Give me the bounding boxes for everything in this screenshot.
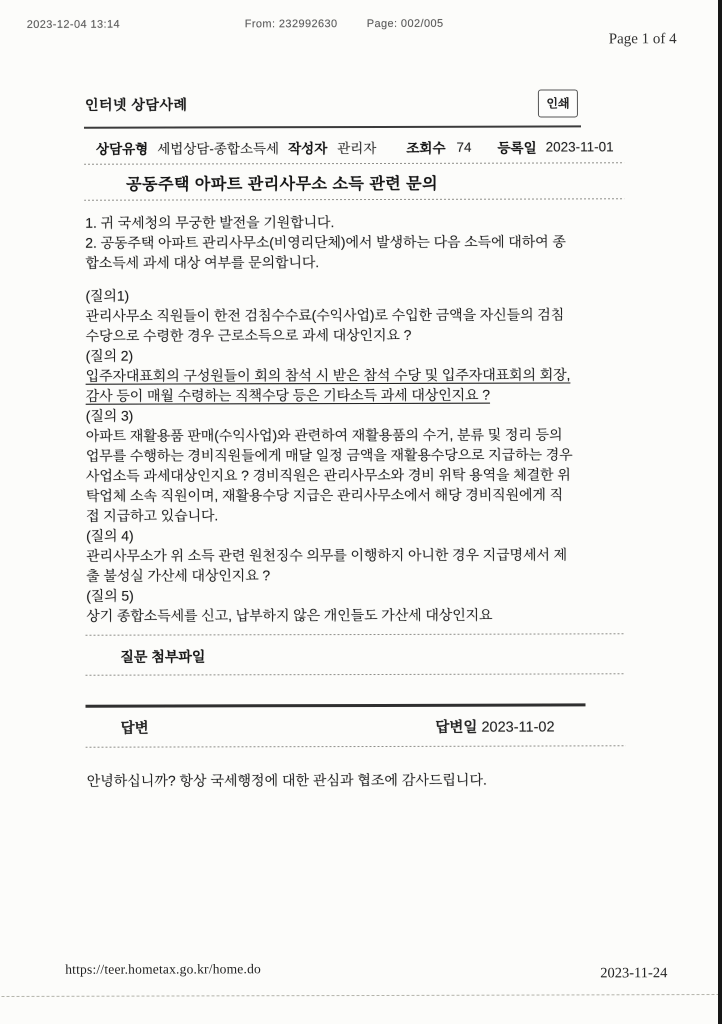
meta-registered-label: 등록일 [497, 140, 537, 156]
footer-divider [1, 994, 722, 997]
answer-date-label: 답변일 [435, 719, 478, 736]
question-line: 업무를 수행하는 경비직원들에게 매달 일정 금액을 재활용수당으로 지급하는 경우 [85, 446, 573, 464]
fax-page-counter: Page: 002/005 [366, 17, 444, 30]
fax-from-number: From: 232992630 [244, 18, 338, 31]
question-attachment-label: 질문 첨부파일 [120, 648, 206, 665]
answer-label: 답변 [120, 720, 149, 737]
footer-url: https://teer.hometax.go.kr/home.do [65, 961, 261, 977]
question-line: 사업소득 과세대상인지요 ? 경비직원은 관리사무소와 경비 위탁 용역을 체결한 위 [85, 466, 571, 484]
question-body [85, 211, 606, 625]
meta-category-label: 상담유형 [96, 141, 149, 157]
answer-top-divider [86, 703, 586, 707]
answer-greeting: 안녕하십니까? 항상 국세행정에 대한 관심과 협조에 감사드립니다. [86, 771, 487, 789]
question-line: 관리사무소 직원들이 한전 검침수수료(수익사업)로 수입한 금액을 자신들의 검침 [85, 306, 565, 324]
meta-bottom-divider [84, 162, 624, 164]
consultation-meta-row [84, 134, 614, 159]
meta-author-label: 작성자 [288, 141, 328, 157]
fax-datetime: 2023-12-04 13:14 [26, 18, 121, 31]
scan-edge-artifact [718, 0, 722, 1024]
question-line: 출 불성실 가산세 대상인지요 ? [86, 567, 271, 584]
question-title: 공동주택 아파트 관리사무소 소득 관련 문의 [126, 175, 439, 194]
print-button[interactable]: 인쇄 [538, 89, 578, 117]
question-line: 관리사무소가 위 소득 관련 원천징수 의무를 이행하지 아니한 경우 지급명세서 제 [86, 546, 568, 564]
meta-registered-value: 2023-11-01 [545, 138, 614, 155]
question-line: 상기 종합소득세를 신고, 납부하지 않은 개인들도 가산세 대상인지요 [86, 606, 493, 624]
meta-category-value: 세법상담-종합소득세 [157, 141, 280, 157]
meta-author-value: 관리자 [337, 140, 377, 157]
answer-date [435, 715, 554, 736]
attachment-bottom-divider [85, 673, 625, 675]
answer-header-row [86, 715, 593, 737]
footer-date: 2023-11-24 [600, 965, 668, 982]
question-line: (질의 3) [85, 407, 134, 424]
question-line: 2. 공동주택 아파트 관리사무소(비영리단체)에서 발생하는 다음 소득에 대하여 종 [85, 233, 566, 251]
title-bottom-divider [84, 198, 624, 200]
question-line: 탁업체 소속 직원이며, 재활용수당 지급은 관리사무소에서 해당 경비직원에게 직 [85, 486, 564, 504]
question-line-underlined: 감사 등이 매월 수령하는 직책수당 등은 기타소득 과세 대상인지요 ? [85, 386, 490, 404]
meta-views-label: 조회수 [406, 140, 446, 156]
question-line: (질의 2) [85, 347, 134, 364]
body-bottom-divider [85, 633, 625, 635]
question-line: 1. 귀 국세청의 무궁한 발전을 기원합니다. [85, 214, 335, 231]
question-line: (질의1) [85, 287, 130, 304]
page-title: 인터넷 상담사례 [84, 96, 188, 113]
answer-header-divider [86, 745, 626, 747]
meta-views-value: 74 [456, 139, 472, 155]
question-line: 합소득세 과세 대상 여부를 문의합니다. [85, 254, 320, 271]
question-line: 아파트 재활용품 판매(수익사업)와 관련하여 재활용품의 수거, 분류 및 정리 등의 [85, 426, 563, 444]
question-line: 수당으로 수령한 경우 근로소득으로 과세 대상인지요 ? [85, 326, 412, 344]
question-line-underlined: 입주자대표회의 구성원들이 회의 참석 시 받은 참석 수당 및 입주자대표회의 회장, [85, 366, 571, 384]
answer-date-value: 2023-11-02 [481, 719, 555, 736]
page-number: Page 1 of 4 [608, 31, 677, 48]
header-divider [84, 125, 581, 128]
question-line: 접 지급하고 있습니다. [85, 507, 219, 524]
question-line: (질의 5) [86, 587, 134, 604]
question-line: (질의 4) [86, 527, 134, 544]
